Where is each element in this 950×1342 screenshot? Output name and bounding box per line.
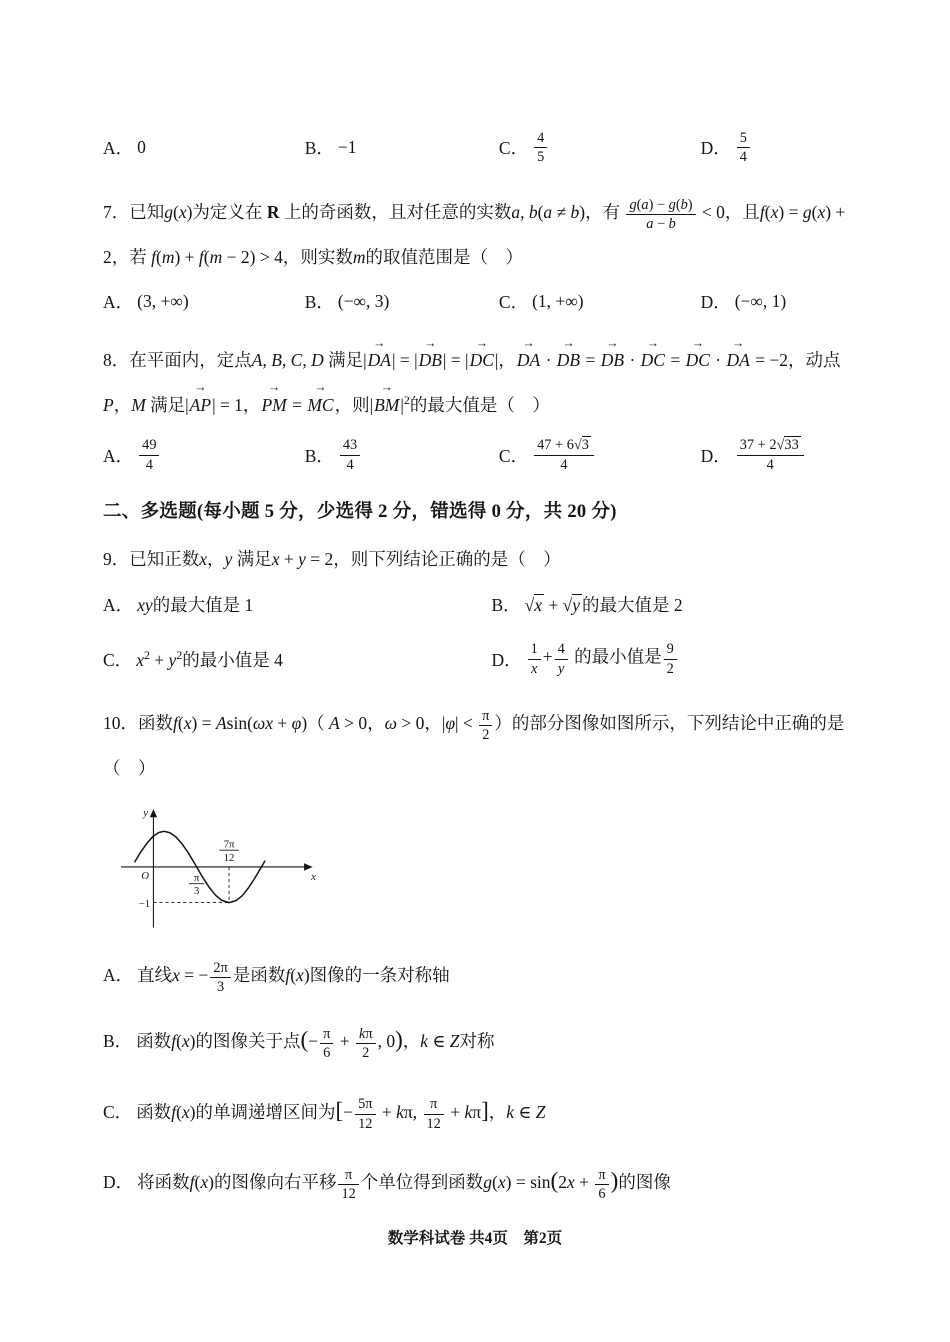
option-value: $\frac{43}{4}$ <box>338 437 362 473</box>
option-label: B． <box>304 292 334 313</box>
option-8-b <box>305 437 499 473</box>
y-axis-label: y <box>143 807 149 820</box>
tick-7pi-over-12-denominator: 12 <box>223 852 235 865</box>
option-label: C． <box>498 292 529 313</box>
option-label: B． <box>304 138 334 159</box>
option-9-c <box>103 647 491 672</box>
tick-7pi-over-12-numerator: 7π <box>223 838 235 851</box>
question-10-stem: 10．函数f(x) = Asin(ωx + φ)（ A > 0，ω > 0，|φ| < $\frac{\pi}{2}$ ）的部分图像如图所示，下列结论中正确的是（ ） <box>103 707 845 778</box>
tick-pi-over-3-numerator: π <box>193 872 200 885</box>
option-9-b <box>491 592 850 617</box>
option-value: 直线x = − $\frac{2\pi}{3}$ 是函数f(x)图像的一条对称轴 <box>137 959 450 996</box>
option-value: $\frac{37 + 2 √ 33}{4}$ <box>735 437 806 473</box>
option-value: (−∞, 3) <box>337 291 390 312</box>
option-label: A． <box>103 595 134 616</box>
option-10-a <box>103 954 850 997</box>
question-6-options <box>103 130 850 166</box>
option-value: xy的最大值是 1 <box>137 595 254 616</box>
option-value: (3, +∞) <box>137 291 189 312</box>
option-label: A． <box>103 445 134 466</box>
option-8-c <box>499 437 701 473</box>
option-value: $\frac{5}{4}$ <box>735 130 752 166</box>
minus-one-label: −1 <box>138 898 151 911</box>
question-9-stem: 9．已知正数x，y 满足x + y = 2，则下列结论正确的是（ ） <box>103 549 561 570</box>
option-label: B． <box>103 1031 133 1052</box>
option-10-d <box>103 1152 850 1209</box>
option-7-a <box>103 289 305 314</box>
option-value: 将函数f(x)的图像向右平移 $\frac{\pi}{12}$ 个单位得到函数g(x) = sin(2x + $\frac{\pi}{6}$ )的图像 <box>137 1166 671 1203</box>
question-8-options <box>103 437 850 473</box>
y-axis-arrow <box>150 809 157 817</box>
option-label: C． <box>103 1101 133 1122</box>
option-10-c <box>103 1082 850 1139</box>
option-value: (−∞, 1) <box>734 291 787 312</box>
option-label: C． <box>498 138 529 159</box>
question-9-options-row-2 <box>103 641 850 677</box>
option-value: $\frac{4}{5}$ <box>532 130 549 166</box>
option-value: −1 <box>337 137 357 158</box>
question-10-graph <box>105 800 850 940</box>
question-7-options <box>103 289 850 314</box>
option-label: D． <box>700 445 731 466</box>
option-label: B． <box>491 595 521 616</box>
option-6-d <box>701 130 850 166</box>
option-label: A． <box>103 292 134 313</box>
option-label: B． <box>304 445 334 466</box>
option-value: 函数f(x)的图像关于点(− $\frac{\pi}{6}$ + $\frac{k\pi}{2}$ , 0)，k ∈ Z对称 <box>136 1025 495 1062</box>
option-8-d <box>701 437 850 473</box>
option-6-c <box>499 130 701 166</box>
option-value: √ x + √ y 的最大值是 2 <box>525 592 683 617</box>
option-6-a <box>103 135 305 160</box>
option-7-d <box>701 289 850 314</box>
sine-curve-figure <box>105 800 325 935</box>
option-10-b <box>103 1011 850 1068</box>
x-axis-label: x <box>311 871 316 884</box>
option-8-a <box>103 437 305 473</box>
page-footer: 数学科试卷 共4页 第2页 <box>387 1230 563 1247</box>
option-label: D． <box>103 1172 134 1193</box>
question-8-stem: 8．在平面内，定点A, B, C, D 满足|→ DA| = |→ DB| = |→ DC|，→ DA · → DB = → DB · → DC = → DC · → DA = −2，动点P，M 满足|→ AP| = 1，→ PM = → MC，则|→ $BM|^2$的最大值是（ ） <box>103 338 850 427</box>
option-value: $\frac{49}{4}$ <box>137 437 161 473</box>
option-value: (1, +∞) <box>532 291 584 312</box>
option-label: D． <box>700 292 731 313</box>
option-value: 函数f(x)的单调递增区间为[− $\frac{5\pi}{12}$ + kπ, $\frac{\pi}{12}$ + kπ]，k ∈ Z <box>136 1096 546 1132</box>
question-9-options-row-1 <box>103 592 850 617</box>
option-9-a <box>103 592 491 617</box>
exam-content <box>103 130 850 1209</box>
option-6-b <box>305 135 499 160</box>
question-7-stem: 7．已知g(x)为定义在 R 上的奇函数，且对任意的实数a, b(a ≠ b)，有 $\frac{g(a) - g(b)}{a - b}$ < 0，且f(x) = g(x) + 2，若 f(m) + f(m − 2) > 4，则实数m的取值范围是（ ） <box>103 196 846 267</box>
option-label: A． <box>103 138 134 159</box>
option-value: $\frac{1}{x}$ + $\frac{4}{y}$ 的最小值是 $\frac{9}{2}$ <box>526 641 679 677</box>
section-2-title: 二、多选题(每小题 5 分，少选得 2 分，错选得 0 分，共 20 分) <box>103 502 617 523</box>
option-9-d <box>491 641 850 677</box>
option-value: $\frac{47 + 6 √ 3}{4}$ <box>532 437 596 473</box>
option-label: D． <box>700 138 731 159</box>
tick-pi-over-3-denominator: 3 <box>193 885 200 898</box>
option-value: $x^2 + y^2$的最小值是 4 <box>136 647 283 670</box>
option-7-c <box>499 289 701 314</box>
option-7-b <box>305 289 499 314</box>
origin-label: O <box>141 870 150 883</box>
x-axis-arrow <box>304 864 313 871</box>
option-label: C． <box>498 445 529 466</box>
option-value: 0 <box>137 137 146 158</box>
option-label: C． <box>103 649 133 670</box>
option-label: A． <box>103 965 134 986</box>
option-label: D． <box>491 649 522 670</box>
